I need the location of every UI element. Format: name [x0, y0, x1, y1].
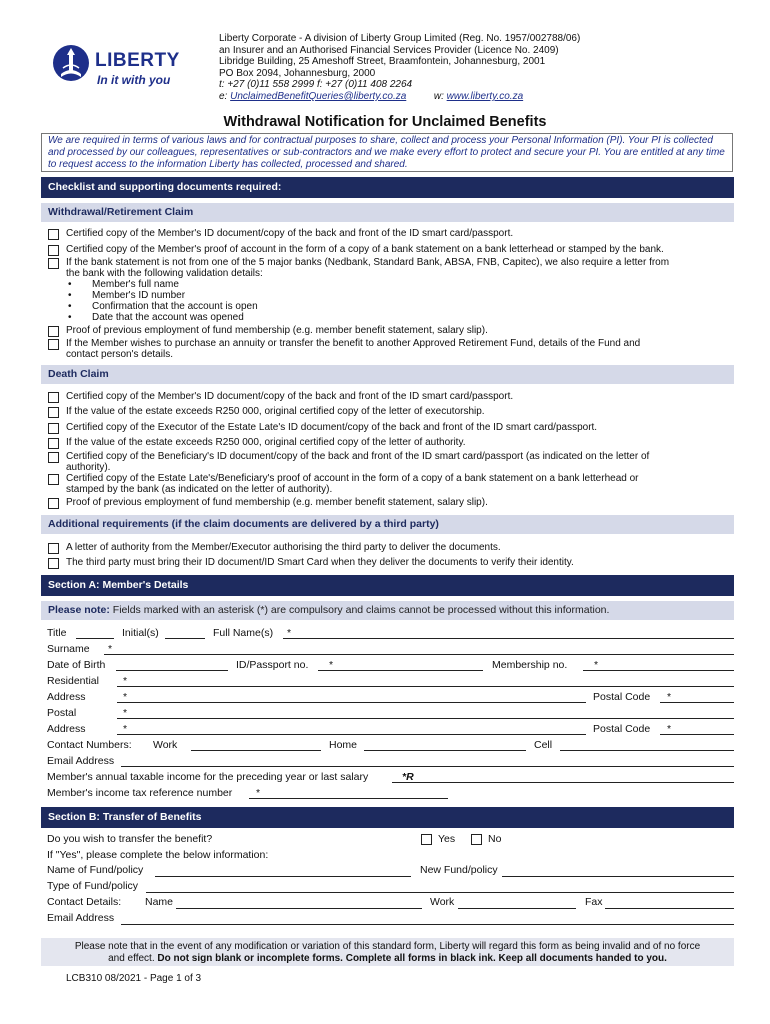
- required-marker: *: [667, 723, 672, 735]
- footer-line-2: [41, 953, 734, 965]
- death-item-2: If the value of the estate exceeds R250 000, original certified copy of the letter of executorship.: [66, 406, 485, 417]
- new-fund-field[interactable]: [502, 876, 734, 877]
- type-fund-field[interactable]: [146, 892, 734, 893]
- death-item-4: If the value of the estate exceeds R250 000, original certified copy of the letter of authority.: [66, 437, 466, 448]
- phone-fax-line: t: +27 (0)11 558 2999 f: +27 (0)11 408 2264: [219, 79, 413, 91]
- yes-label: Yes: [438, 833, 456, 845]
- death-item-3: Certified copy of the Executor of the Estate Late's ID document/copy of the back and front of the ID smart card/passport.: [66, 422, 598, 433]
- tax-ref-label: Member's income tax reference number: [47, 787, 233, 799]
- death-item-6-cont: stamped by the bank (as indicated on the letter of authority).: [66, 484, 333, 495]
- page-title: Withdrawal Notification for Unclaimed Benefits: [223, 114, 547, 130]
- withdrawal-item-5: If the Member wishes to purchase an annuity or transfer the benefit to another Approved Retirement Fund, details of the Fund and: [66, 338, 641, 349]
- residential-address-line-1[interactable]: [117, 686, 734, 687]
- residential-address-line-2[interactable]: [117, 702, 586, 703]
- page-number: LCB310 08/2021 - Page 1 of 3: [66, 973, 202, 984]
- logo-tagline: In it with you: [97, 73, 171, 87]
- footer-line-1: Please note that in the event of any modification or variation of this standard form, Liberty will regard this form as being invalid and of no force: [74, 941, 701, 952]
- required-marker: *: [123, 691, 128, 703]
- contact-email-label: Email Address: [47, 912, 115, 924]
- id-passport-field[interactable]: [318, 670, 483, 671]
- company-line: an Insurer and an Authorised Financial Services Provider (Licence No. 2409): [219, 44, 559, 56]
- liberty-emblem-icon: [52, 42, 90, 86]
- contact-email-field[interactable]: [121, 924, 734, 925]
- contact-work-label: Work: [430, 896, 455, 908]
- work-phone-field[interactable]: [191, 750, 321, 751]
- liberty-logo: [52, 42, 192, 94]
- email-field[interactable]: [121, 766, 734, 767]
- title-field[interactable]: [76, 638, 114, 639]
- no-label: No: [488, 833, 502, 845]
- company-details: [219, 33, 580, 103]
- required-marker: *: [329, 659, 334, 671]
- required-marker: *: [594, 659, 599, 671]
- dob-label: Date of Birth: [47, 659, 106, 671]
- email-web-line: [219, 91, 580, 103]
- full-names-field[interactable]: [283, 638, 734, 639]
- bullet-item: • Member's full name: [92, 279, 179, 290]
- contact-name-field[interactable]: [176, 908, 422, 909]
- income-currency-marker: *R: [402, 771, 414, 783]
- if-yes-instruction: If "Yes", please complete the below information:: [47, 849, 269, 861]
- death-item-5-cont: authority).: [66, 462, 111, 473]
- transfer-yes-checkbox[interactable]: [421, 834, 432, 845]
- death-claim-heading: Death Claim: [41, 365, 734, 384]
- name-fund-label: Name of Fund/policy: [47, 864, 144, 876]
- postal-label: Postal: [47, 707, 77, 719]
- required-marker: *: [123, 723, 128, 735]
- contact-work-field[interactable]: [458, 908, 576, 909]
- footer-line-2-bold: Do not sign blank or incomplete forms. Complete all forms in black ink. Keep all documents handed to you.: [157, 952, 667, 964]
- web-link[interactable]: www.liberty.co.za: [446, 90, 524, 102]
- address-label: Address: [47, 723, 86, 735]
- contact-details-label: Contact Details:: [47, 896, 122, 908]
- third-party-checkbox-1[interactable]: [48, 543, 59, 554]
- section-a-note: [41, 601, 734, 620]
- postal-address-line-2[interactable]: [117, 734, 586, 735]
- postal-code-label: Postal Code: [593, 723, 651, 735]
- membership-field[interactable]: [583, 670, 734, 671]
- email-label: Email Address: [47, 755, 115, 767]
- withdrawal-item-4: Proof of previous employment of fund membership (e.g. member benefit statement, salary slip).: [66, 325, 488, 336]
- third-party-item-1: A letter of authority from the Member/Executor authorising the third party to deliver the documents.: [66, 542, 501, 553]
- surname-label: Surname: [47, 643, 90, 655]
- death-checkbox-1[interactable]: [48, 392, 59, 403]
- third-party-item-2: The third party must bring their ID document/ID Smart Card when they deliver the documents to verify their identity.: [66, 557, 574, 568]
- required-marker: *: [287, 627, 292, 639]
- bullet-item: • Date that the account was opened: [92, 312, 244, 323]
- contact-fax-label: Fax: [585, 896, 603, 908]
- type-fund-label: Type of Fund/policy: [47, 880, 139, 892]
- death-checkbox-3[interactable]: [48, 423, 59, 434]
- company-line: Liberty Corporate - A division of Liberty Group Limited (Reg. No. 1957/002788/06): [219, 33, 581, 44]
- home-phone-field[interactable]: [364, 750, 526, 751]
- death-checkbox-2[interactable]: [48, 407, 59, 418]
- required-marker: *: [123, 707, 128, 719]
- email-prefix: e:: [219, 90, 231, 102]
- transfer-no-checkbox[interactable]: [471, 834, 482, 845]
- new-fund-label: New Fund/policy: [420, 864, 498, 876]
- withdrawal-item-1: Certified copy of the Member's ID document/copy of the back and front of the ID smart card/passport.: [66, 228, 514, 239]
- section-b-heading: Section B: Transfer of Benefits: [41, 807, 734, 828]
- death-checkbox-6[interactable]: [48, 474, 59, 485]
- initials-field[interactable]: [165, 638, 205, 639]
- death-item-6: Certified copy of the Estate Late's/Beneficiary's proof of account in the form of a copy of a bank statement on a bank letterhead or: [66, 473, 639, 484]
- contact-fax-field[interactable]: [605, 908, 734, 909]
- work-label: Work: [153, 739, 178, 751]
- cell-phone-field[interactable]: [560, 750, 734, 751]
- third-party-heading: Additional requirements (if the claim documents are delivered by a third party): [41, 515, 734, 534]
- logo-wordmark: LIBERTY: [95, 50, 180, 71]
- note-text: Fields marked with an asterisk (*) are compulsory and claims cannot be processed without this information.: [109, 604, 610, 616]
- id-passport-label: ID/Passport no.: [236, 659, 309, 671]
- title-label: Title: [47, 627, 67, 639]
- company-line: Libridge Building, 25 Ameshoff Street, Braamfontein, Johannesburg, 2001: [219, 56, 546, 68]
- withdrawal-item-3: If the bank statement is not from one of the 5 major banks (Nedbank, Standard Bank, ABSA, FNB, Capitec), we also require a letter from: [66, 257, 670, 268]
- death-item-5: Certified copy of the Beneficiary's ID document/copy of the back and front of the ID smart card/passport (as indicated on the letter of: [66, 451, 650, 462]
- tax-ref-field[interactable]: [249, 798, 448, 799]
- withdrawal-heading: Withdrawal/Retirement Claim: [41, 203, 734, 222]
- section-a-heading: Section A: Member's Details: [41, 575, 734, 596]
- postal-postal-code-field[interactable]: [660, 734, 734, 735]
- required-marker: *: [667, 691, 672, 703]
- withdrawal-checkbox-4[interactable]: [48, 326, 59, 337]
- required-marker: *: [108, 643, 113, 655]
- web-prefix: w:: [433, 90, 447, 102]
- income-label: Member's annual taxable income for the preceding year or last salary: [47, 771, 369, 783]
- third-party-checkbox-2[interactable]: [48, 558, 59, 569]
- withdrawal-item-2: Certified copy of the Member's proof of account in the form of a copy of a bank statement on a bank letterhead or stamped by the bank.: [66, 244, 664, 255]
- company-line: PO Box 2094, Johannesburg, 2000: [219, 67, 376, 79]
- bullet-item: • Confirmation that the account is open: [92, 301, 258, 312]
- contact-numbers-label: Contact Numbers:: [47, 739, 132, 751]
- death-checkbox-7[interactable]: [48, 498, 59, 509]
- postal-address-line-1[interactable]: [117, 718, 734, 719]
- membership-label: Membership no.: [492, 659, 568, 671]
- surname-field[interactable]: [104, 654, 734, 655]
- contact-name-label: Name: [145, 896, 174, 908]
- cell-label: Cell: [534, 739, 553, 751]
- transfer-question: Do you wish to transfer the benefit?: [47, 833, 213, 845]
- pi-notice: We are required in terms of various laws and for contractual purposes to share, collect and process your Personal Information (PI). Your PI is collected and processed by our colleagues, representatives or sub-contractors and we make every effort to protect and secure your PI. You are entitled at any time to request access to the information Liberty has collected, processed and shared.: [41, 133, 733, 172]
- footer-line-2-normal: and effect.: [108, 952, 158, 964]
- residential-label: Residential: [47, 675, 99, 687]
- postal-code-label: Postal Code: [593, 691, 651, 703]
- death-checkbox-4[interactable]: [48, 438, 59, 449]
- initials-label: Initial(s): [122, 627, 159, 639]
- home-label: Home: [329, 739, 358, 751]
- footer-notice: [41, 938, 734, 966]
- death-item-7: Proof of previous employment of fund membership (e.g. member benefit statement, salary slip).: [66, 497, 488, 508]
- withdrawal-item-3-cont: the bank with the following validation details:: [66, 268, 263, 279]
- email-link[interactable]: UnclaimedBenefitQueries@liberty.co.za: [230, 90, 407, 102]
- withdrawal-checkbox-3[interactable]: [48, 258, 59, 269]
- withdrawal-checkbox-1[interactable]: [48, 229, 59, 240]
- withdrawal-checkbox-5[interactable]: [48, 339, 59, 350]
- withdrawal-checkbox-2[interactable]: [48, 245, 59, 256]
- death-checkbox-5[interactable]: [48, 452, 59, 463]
- note-label: Please note:: [48, 604, 110, 616]
- income-field[interactable]: [392, 782, 734, 783]
- full-names-label: Full Name(s): [213, 627, 274, 639]
- dob-field[interactable]: [116, 670, 228, 671]
- residential-postal-code-field[interactable]: [660, 702, 734, 703]
- bullet-item: • Member's ID number: [92, 290, 185, 301]
- required-marker: *: [256, 787, 261, 799]
- death-item-1: Certified copy of the Member's ID document/copy of the back and front of the ID smart card/passport.: [66, 391, 514, 402]
- address-label: Address: [47, 691, 86, 703]
- name-fund-field[interactable]: [155, 876, 411, 877]
- required-marker: *: [123, 675, 128, 687]
- withdrawal-item-5-cont: contact person's details.: [66, 349, 173, 360]
- checklist-heading: Checklist and supporting documents required:: [41, 177, 734, 198]
